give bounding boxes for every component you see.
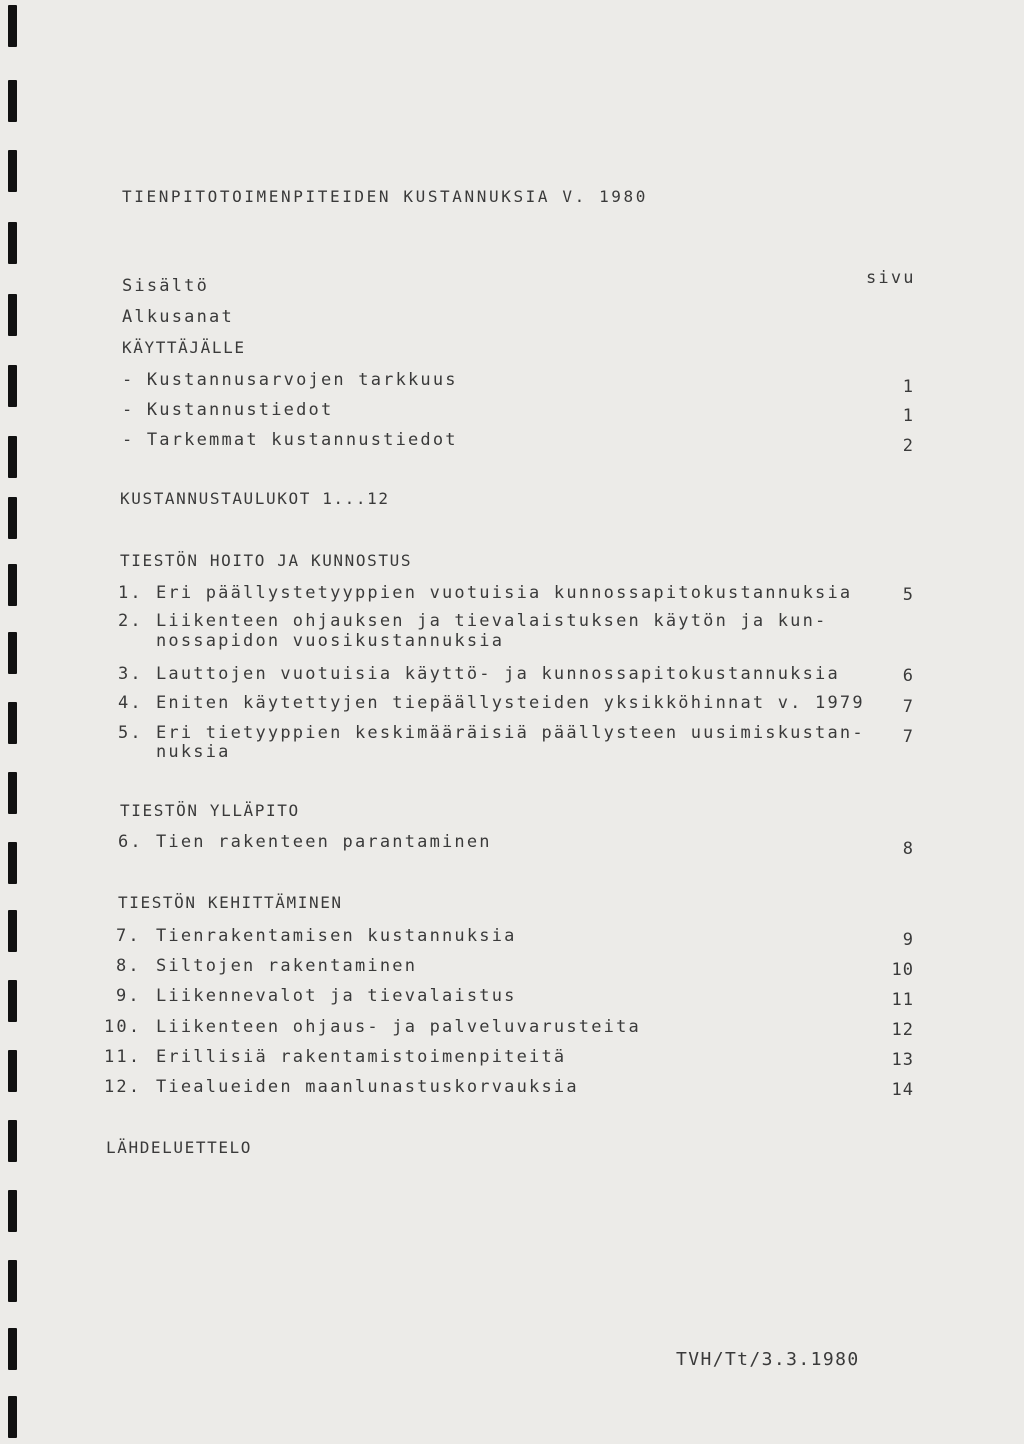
toc-page-number: 8 [902, 839, 914, 859]
binder-hole [8, 1190, 17, 1232]
toc-item: Lauttojen vuotuisia käyttö- ja kunnossapitokustannuksia [156, 664, 840, 684]
section-heading-kustannustaulukot: KUSTANNUSTAULUKOT 1...12 [120, 489, 390, 508]
toc-page-number: 14 [891, 1080, 914, 1100]
page-column-label: sivu [866, 268, 916, 288]
toc-page-number: 7 [902, 727, 914, 747]
toc-item-number: 12. [104, 1077, 142, 1097]
toc-page-number: 10 [891, 960, 914, 980]
toc-page-number: 13 [891, 1050, 914, 1070]
toc-page-number: 1 [902, 406, 914, 426]
section-heading-lahdeluettelo: LÄHDELUETTELO [106, 1138, 253, 1157]
binder-hole [8, 1120, 17, 1162]
document-title: TIENPITOTOIMENPITEIDEN KUSTANNUKSIA V. 1980 [122, 187, 649, 206]
toc-item: Eri päällystetyyppien vuotuisia kunnossapitokustannuksia [156, 583, 853, 603]
contents-heading: Sisältö [122, 276, 210, 296]
toc-item-number: 10. [104, 1017, 142, 1037]
toc-item-number: 5. [118, 723, 143, 743]
toc-alkusanat: Alkusanat [122, 307, 234, 327]
toc-page-number: 1 [902, 377, 914, 397]
toc-item: Siltojen rakentaminen [156, 956, 418, 976]
binder-hole [8, 702, 17, 744]
toc-page-number: 5 [902, 585, 914, 605]
toc-page-number: 9 [902, 930, 914, 950]
toc-item: Tien rakenteen parantaminen [156, 832, 492, 852]
binder-hole [8, 436, 17, 478]
binder-hole [8, 497, 17, 539]
toc-item-number: 1. [118, 583, 143, 603]
toc-item-number: 3. [118, 664, 143, 684]
toc-page-number: 6 [902, 666, 914, 686]
binder-hole [8, 564, 17, 606]
toc-item: Liikenteen ohjauksen ja tievalaistuksen käytön ja kun- [156, 611, 828, 631]
toc-item: - Kustannusarvojen tarkkuus [122, 370, 458, 390]
section-heading-yllapito: TIESTÖN YLLÄPITO [120, 801, 300, 820]
toc-page-number: 7 [902, 697, 914, 717]
binder-hole [8, 5, 17, 47]
binder-hole [8, 842, 17, 884]
binder-hole [8, 1328, 17, 1370]
toc-item-number: 2. [118, 611, 143, 631]
binder-hole [8, 772, 17, 814]
toc-item-number: 11. [104, 1047, 142, 1067]
toc-page-number: 2 [902, 436, 914, 456]
toc-item-continuation: nossapidon vuosikustannuksia [156, 631, 505, 651]
binder-hole [8, 1396, 17, 1438]
section-heading-hoito: TIESTÖN HOITO JA KUNNOSTUS [120, 551, 413, 570]
binder-hole [8, 365, 17, 407]
binder-hole [8, 222, 17, 264]
binder-hole [8, 910, 17, 952]
binder-hole [8, 1260, 17, 1302]
toc-item: Tiealueiden maanlunastuskorvauksia [156, 1077, 579, 1097]
toc-page-number: 12 [891, 1020, 914, 1040]
toc-item: Erillisiä rakentamistoimenpiteitä [156, 1047, 567, 1067]
binder-hole [8, 980, 17, 1022]
document-footer-reference: TVH/Tt/3.3.1980 [676, 1349, 860, 1370]
section-heading-kayttajalle: KÄYTTÄJÄLLE [122, 338, 246, 357]
toc-item: Liikenteen ohjaus- ja palveluvarusteita [156, 1017, 641, 1037]
toc-item-number: 8. [116, 956, 141, 976]
toc-item-number: 4. [118, 693, 143, 713]
toc-item-number: 7. [116, 926, 141, 946]
toc-item: Eniten käytettyjen tiepäällysteiden yksikköhinnat v. 1979 [156, 693, 865, 713]
toc-item: Liikennevalot ja tievalaistus [156, 986, 517, 1006]
toc-item-continuation: nuksia [156, 742, 231, 762]
toc-item: Eri tietyyppien keskimääräisiä päällysteen uusimiskustan- [156, 723, 865, 743]
toc-item: - Tarkemmat kustannustiedot [122, 430, 458, 450]
toc-item: - Kustannustiedot [122, 400, 334, 420]
binder-hole [8, 632, 17, 674]
toc-page-number: 11 [891, 990, 914, 1010]
binder-hole [8, 1050, 17, 1092]
binder-hole [8, 80, 17, 122]
binder-hole [8, 150, 17, 192]
toc-item-number: 9. [116, 986, 141, 1006]
section-heading-kehittaminen: TIESTÖN KEHITTÄMINEN [118, 893, 343, 912]
binder-holes [8, 0, 22, 1444]
toc-item-number: 6. [118, 832, 143, 852]
toc-item: Tienrakentamisen kustannuksia [156, 926, 517, 946]
binder-hole [8, 294, 17, 336]
